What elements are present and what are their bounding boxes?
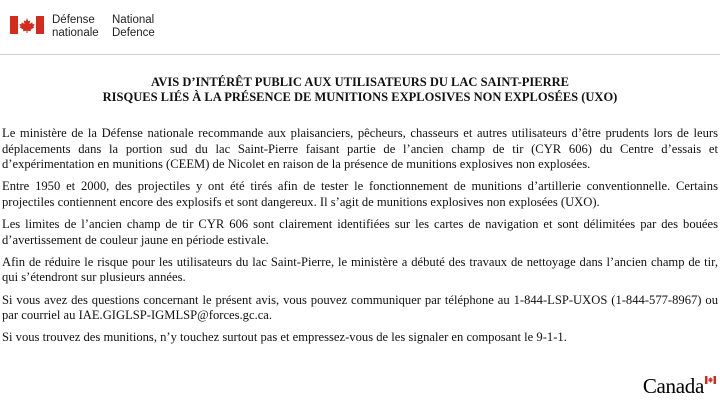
paragraph-cleanup: Afin de réduire le risque pour les utilisateurs du lac Saint-Pierre, le ministère a débuté des travaux de nettoyage dans l’ancien champ de tir, qui s’étendront sur plusieurs années. (2, 254, 718, 285)
notice-body (2, 126, 718, 353)
department-name-fr-line1: Défense (52, 14, 95, 26)
department-name-fr-line2: nationale (52, 27, 99, 39)
canada-flag-icon (10, 16, 44, 34)
header (0, 0, 720, 52)
department-name-en (112, 14, 155, 40)
paragraph-emergency: Si vous trouvez des munitions, n’y touchez surtout pas et empressez-vous de les signaler en composant le 9-1-1. (2, 330, 567, 345)
notice-title-line2: RISQUES LIÉS À LA PRÉSENCE DE MUNITIONS EXPLOSIVES NON EXPLOSÉES (UXO) (102, 90, 618, 104)
notice-title (0, 75, 720, 105)
paragraph-intro: Le ministère de la Défense nationale recommande aux plaisanciers, pêcheurs, chasseurs et autres utilisateurs d’être prudents lors de leurs déplacements dans la portion sud du lac Saint-Pierre faisant partie de l’ancien champ de tir (CYR 606) du Centre d’essais et d’expérimentation en munitions (CEEM) de Nicolet en raison de la présence de munitions explosives non explosées. (2, 126, 718, 171)
canada-wordmark-text: Canada (642, 374, 704, 398)
notice-title-line1: AVIS D’INTÉRÊT PUBLIC AUX UTILISATEURS DU LAC SAINT-PIERRE (150, 75, 570, 89)
paragraph-history: Entre 1950 et 2000, des projectiles y ont été tirés afin de tester le fonctionnement de munitions d’artillerie conventionnelle. Certains projectiles contiennent encore des explosifs et sont dangereux. Il s’agit de munitions explosives non explosées (UXO). (2, 179, 718, 209)
paragraph-contact: Si vous avez des questions concernant le présent avis, vous pouvez communiquer par téléphone au 1-844-LSP-UXOS (1-844-577-8967) ou par courriel au IAE.GIGLSP-IGMLSP@forces.gc.ca. (2, 292, 718, 323)
header-divider (0, 54, 720, 55)
department-name-en-line1: National (112, 14, 155, 26)
canada-wordmark-flag-icon (705, 376, 716, 384)
department-name-fr (52, 14, 99, 40)
paragraph-limits: Les limites de l’ancien champ de tir CYR 606 sont clairement identifiées sur les cartes de navigation et sont délimitées par des bouées d’avertissement de couleur jaune en période estivale. (2, 217, 718, 247)
department-name-en-line2: Defence (112, 27, 155, 39)
canada-wordmark (643, 375, 716, 397)
